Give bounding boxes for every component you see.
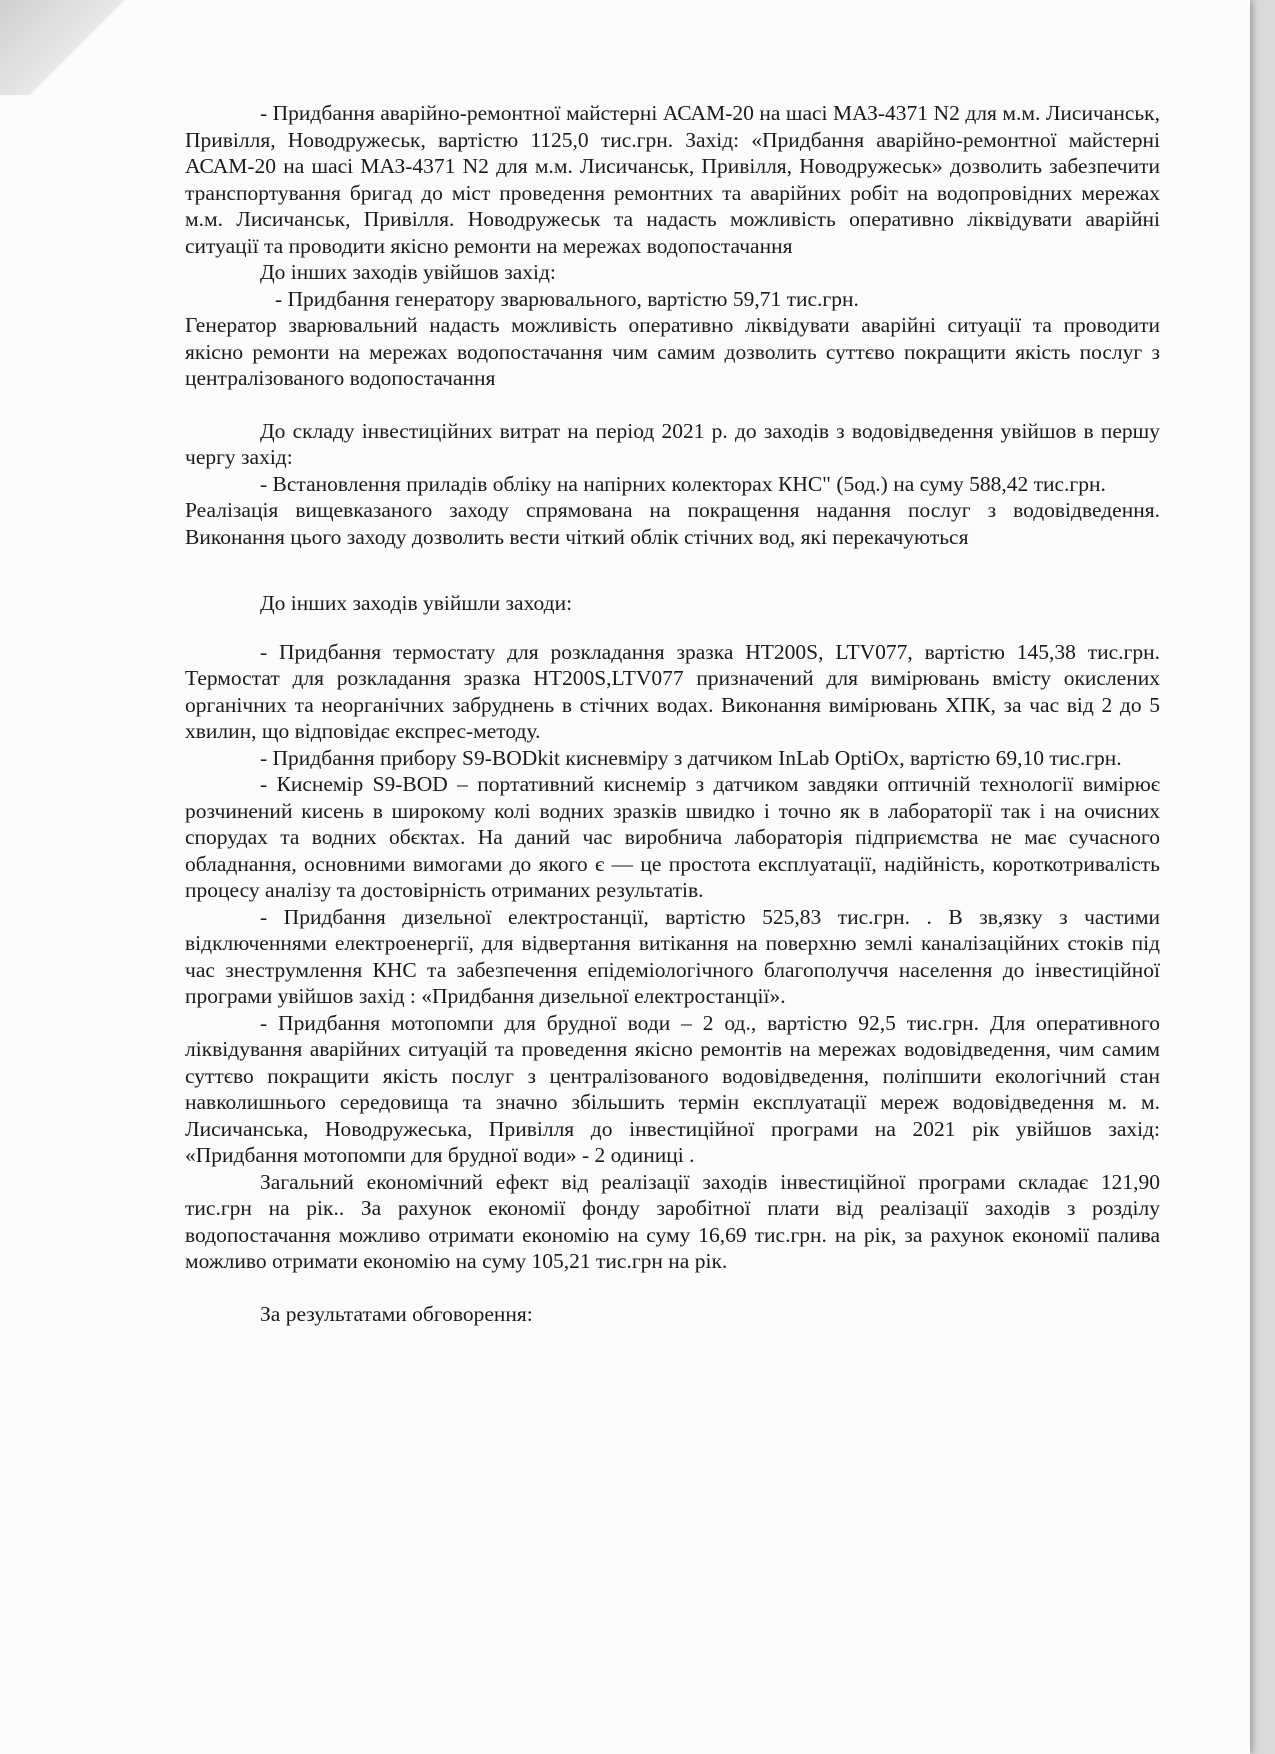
paragraph-thermostat: - Придбання термостату для розкладання зразка HT200S, LTV077, вартістю 145,38 тис.грн. Термостат для розкладання зразка HT200S,LTV077 призначений для вимірювань вмісту окислених органічних та неорганічних забруднень в стічних водах. Виконання вимірювань ХПК, за час від 2 до 5 хвилин, що відповідає експрес-методу. [185,639,1160,743]
paragraph-oxygen-meter: - Придбання прибору S9-BODkit кисневміру з датчиком InLab OptiOx, вартістю 69,10 тис.грн. [260,745,1122,770]
document-body [185,100,1160,1327]
paragraph-discussion-results: За результатами обговорення: [260,1301,533,1326]
folded-corner [0,0,130,95]
paragraph-meters-kns: - Встановлення приладів обліку на напірних колекторах КНС" (5од.) на суму 588,42 тис.грн. [260,471,1106,496]
paragraph-oxygen-meter-description: - Киснемір S9-BOD – портативний киснемір з датчиком завдяки оптичній технології вимірює розчинений кисень в широкому колі водних зразків швидко і точно як в лабораторії так і на очисних спорудах та водних обєктах. На даний час виробнича лабораторія підприємства не має сучасного обладнання, основними вимогами до якого є — це простота експлуатації, надійність, короткотривалість процесу аналізу та достовірність отриманих результатів. [185,772,1160,902]
paragraph-diesel-station: - Придбання дизельної електростанції, вартістю 525,83 тис.грн. . В зв,язку з частими відключеннями електроенергії, для відвертання витікання на поверхню землі каналізаційних стоків під час знеструмлення КНС та забезпечення епідеміологічного благополуччя населення до інвестиційної програми увійшов захід : «Придбання дизельної електростанції». [185,904,1160,1008]
paragraph-welding-generator: - Придбання генератору зварювального, вартістю 59,71 тис.грн. [275,286,859,311]
paragraph-generator-description: Генератор зварювальний надасть можливість оперативно ліквідувати аварійні ситуації та проводити якісно ремонти на мережах водопостачання чим самим дозволить суттєво покращити якість послуг з централізованого водопостачання [185,313,1160,390]
paragraph-asam-workshop: - Придбання аварійно-ремонтної майстерні АСАМ-20 на шасі МАЗ-4371 N2 для м.м. Лисичанськ, Привілля, Новодружеськ, вартістю 1125,0 тис.грн. Захід: «Придбання аварійно-ремонтної майстерні АСАМ-20 на шасі МАЗ-4371 N2 для м.м. Лисичанськ, Привілля, Новодружеськ» дозволить забезпечити транспортування бригад до міст проведення ремонтних та аварійних робіт на водопровідних мережах м.м. Лисичанськ, Привілля. Новодружеськ та надасть можливість оперативно ліквідувати аварійні ситуації та проводити якісно ремонти на мережах водопостачання [185,101,1160,258]
paragraph-other-measures-list: До інших заходів увійшли заходи: [260,591,573,615]
paragraph-meters-description: Реалізація вищевказаного заходу спрямована на покращення надання послуг з водовідведення. Виконання цього заходу дозволить вести чіткий облік стічних вод, які перекачуються [185,498,1160,549]
paragraph-motor-pump: - Придбання мотопомпи для брудної води – 2 од., вартістю 92,5 тис.грн. Для оперативного ліквідування аварійних ситуацій та проведення якісно ремонтів на мережах водовідведення, чим самим суттєво покращити якість послуг з централізованого водовідведення, поліпшити екологічний стан навколишнього середовища та значно збільшить термін експлуатації мереж водовідведення м. м. Лисичанська, Новодружеська, Привілля до інвестиційної програми на 2021 рік увійшов захід: «Придбання мотопомпи для брудної води» - 2 одиниці . [185,1010,1160,1167]
paragraph-investment-costs: До складу інвестиційних витрат на період 2021 р. до заходів з водовідведення увійшов в першу чергу захід: [185,418,1160,469]
paragraph-other-measures-intro: До інших заходів увійшов захід: [260,260,556,284]
paragraph-economic-effect: Загальний економічний ефект від реалізації заходів інвестиційної програми складає 121,90 тис.грн на рік.. За рахунок економії фонду заробітної плати від реалізації заходів з розділу водопостачання можливо отримати економію на суму 16,69 тис.грн. на рік, за рахунок економії палива можливо отримати економію на суму 105,21 тис.грн на рік. [185,1169,1160,1273]
